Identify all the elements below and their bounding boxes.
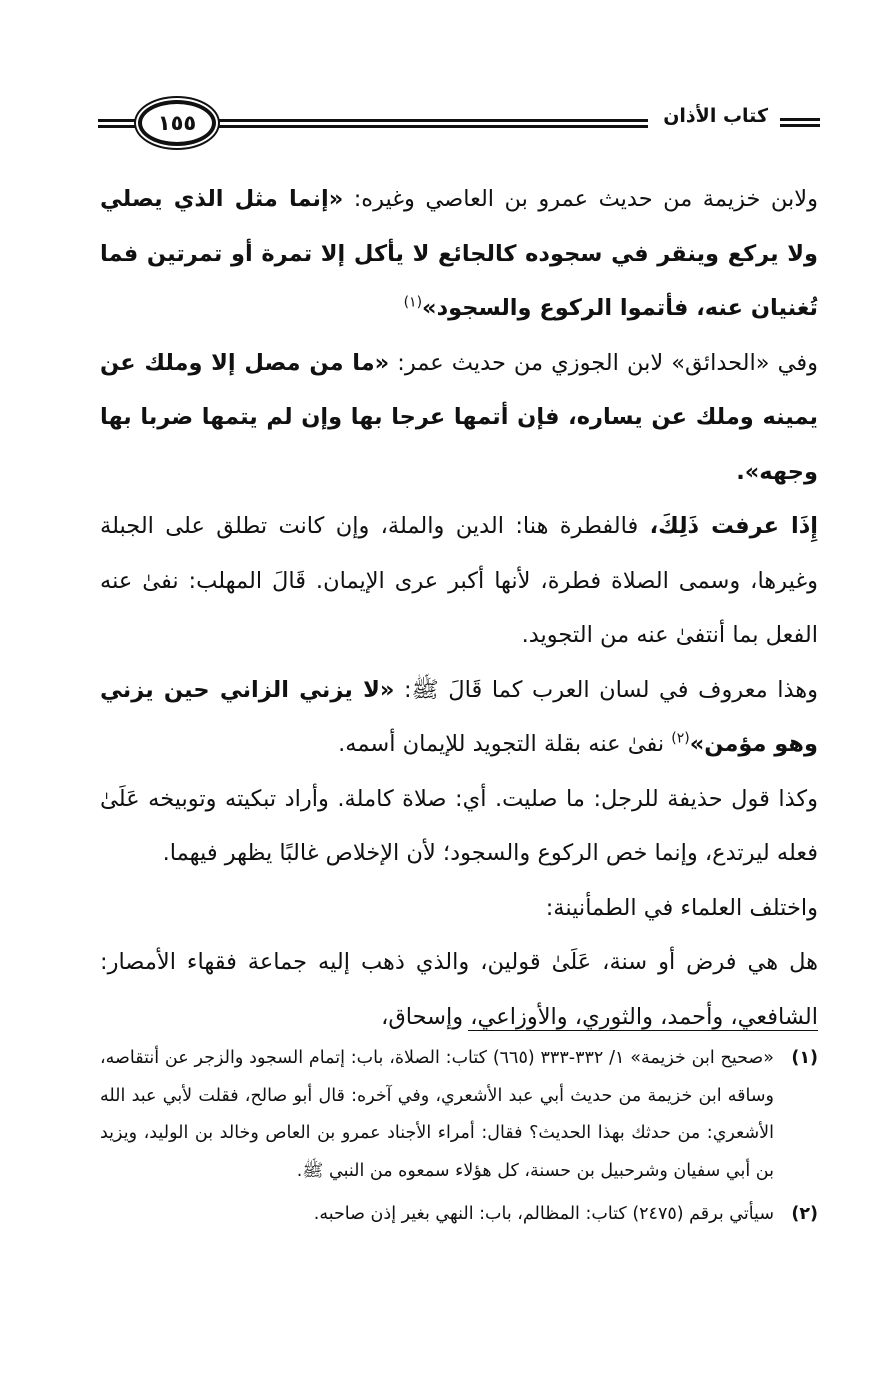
chapter-title: كتاب الأذان: [663, 105, 768, 127]
paragraph-4-rest: نفىٰ عنه بقلة التجويد للإيمان أسمه.: [338, 731, 672, 757]
footnote-separator: [468, 1030, 818, 1031]
footnote-1-number: (١): [791, 1048, 818, 1068]
footnote-2-text: سيأتي برقم (٢٤٧٥) كتاب: المظالم، باب: النهي بغير إذن صاحبه.: [313, 1204, 774, 1224]
paragraph-6: واختلف العلماء في الطمأنينة:: [545, 894, 818, 921]
header-ornament-right: [780, 118, 820, 130]
paragraph-3-lead: إِذَا عرفت ذَلِكَ،: [649, 513, 818, 539]
paragraph-2-intro: وفي «الحدائق» لابن الجوزي من حديث عمر:: [389, 349, 818, 376]
running-header: [92, 88, 820, 158]
footnote-ref-1: (١): [403, 294, 423, 311]
paragraph-1: [100, 172, 818, 336]
main-text: [100, 172, 818, 1044]
footnote-1-text: «صحيح ابن خزيمة» ١/ ٣٣٢-٣٣٣ (٦٦٥) كتاب: الصلاة، باب: إتمام السجود والزجر عن أنتقاصه، وساقه ابن خزيمة من حديث أبي عبد الأشعري، وفي آخره: قال أبو صالح، فقلت لأبي عبد الله الأشعري: من حدثك بهذا الحديث؟ فقال: أمراء الأجناد عمرو بن العاص وخالد بن الوليد، ويزيد بن أبي سفيان وشرحبيل بن حسنة، كل هؤلاء سمعوه من النبي ﷺ.: [100, 1048, 774, 1181]
header-ornament-middle: [202, 119, 648, 131]
page-number: ١٥٥: [157, 111, 197, 135]
page-number-badge: [138, 100, 216, 146]
footnote-2-number: (٢): [791, 1204, 818, 1224]
paragraph-4-intro: وهذا معروف في لسان العرب كما قَالَ ﷺ:: [394, 676, 819, 703]
paragraph-2: [100, 336, 818, 500]
paragraph-5: وكذا قول حذيفة للرجل: ما صليت. أي: صلاة كاملة. وأراد تبكيته وتوبيخه عَلَىٰ فعله ليرتدع، وإنما خص الركوع والسجود؛ لأن الإخلاص غالبًا يظهر فيهما.: [100, 785, 818, 866]
footnote-2: [100, 1196, 818, 1234]
footnotes: [100, 1040, 818, 1240]
paragraph-3: [100, 499, 818, 663]
paragraph-4: [100, 663, 818, 772]
footnote-1: [100, 1040, 818, 1190]
paragraph-1-intro: ولابن خزيمة من حديث عمرو بن العاصي وغيره:: [343, 186, 818, 212]
paragraph-2-quote: «ما من مصل إلا وملك عن يمينه وملك عن يساره، فإن أتمها عرجا بها وإن لم يتمها ضربا بها وجهه».: [100, 349, 818, 485]
paragraph-3-text: فالفطرة هنا: الدين والملة، وإن كانت تطلق على الجبلة وغيرها، وسمى الصلاة فطرة، لأنها أكبر عرى الإيمان. قَالَ المهلب: نفىٰ عنه الفعل بما أنتفىٰ عنه من التجويد.: [100, 513, 818, 648]
footnote-ref-2: (٢): [671, 730, 690, 747]
paragraph-1-quote: «إنما مثل الذي يصلي ولا يركع وينقر في سجوده كالجائع لا يأكل إلا تمرة أو تمرتين فما تُغنيان عنه، فأتموا الركوع والسجود»: [100, 186, 818, 321]
paragraph-4-quote: «لا يزني الزاني حين يزني وهو مؤمن»: [100, 676, 818, 757]
paragraph-7: هل هي فرض أو سنة، عَلَىٰ قولين، والذي ذهب إليه جماعة فقهاء الأمصار: الشافعي، وأحمد، والثوري، والأوزاعي، وإسحاق،: [100, 949, 818, 1030]
